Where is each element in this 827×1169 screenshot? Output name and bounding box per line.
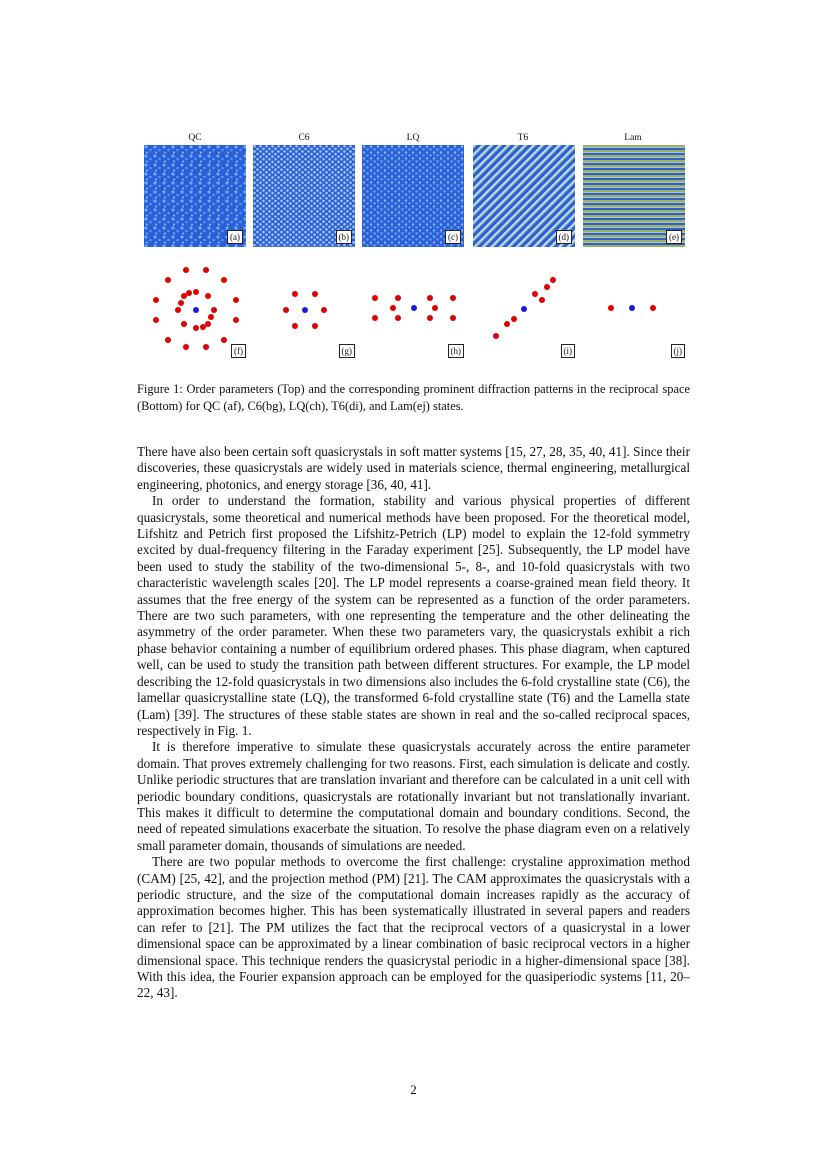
spot — [211, 307, 217, 313]
panel-label-c: (c) — [445, 230, 461, 244]
panel-label-h: (h) — [448, 344, 465, 358]
spot — [292, 323, 298, 329]
paragraph-1: There have also been certain soft quasicrystals in soft matter systems [15, 27, 28, 35, 40, 41]. Since their discoveries, these quasicrystals are widely used in materials science, thermal engineering, metallurgical engineering, photonics, and energy storage [36, 40, 41]. — [137, 444, 690, 492]
spot — [395, 295, 401, 301]
spot — [153, 317, 159, 323]
spot — [208, 314, 214, 320]
order-parameter-qc — [144, 145, 246, 247]
diffraction-lq — [362, 263, 466, 358]
page-number: 2 — [410, 1082, 417, 1097]
spot — [283, 307, 289, 313]
panel-title-qc: QC — [188, 133, 202, 143]
diffraction-t6 — [473, 263, 577, 358]
spot — [312, 323, 318, 329]
center-spot — [521, 306, 527, 312]
spot — [372, 295, 378, 301]
panel-label-e: (e) — [666, 230, 682, 244]
spot — [205, 293, 211, 299]
diffraction-lam — [583, 263, 687, 358]
panel-title-t6: T6 — [517, 133, 529, 143]
spot — [186, 290, 192, 296]
paragraph-3: It is therefore imperative to simulate these quasicrystals accurately across the entire parameter domain. That proves extremely challenging for two reasons. First, each simulation is delicate and costly. Unlike periodic structures that are translation invariant and therefore can be calculated in a unit cell with periodic boundary conditions, quasicrystals are rotationally invariant but not translationally invariant. This makes it difficult to determine the computational domain and boundary conditions. Second, the need of repeated simulations exacerbate the situation. To resolve the phase diagram even on a relatively small parameter domain, thousands of simulations are needed. — [137, 739, 690, 853]
spot — [539, 297, 545, 303]
center-spot — [302, 307, 308, 313]
spot — [233, 297, 239, 303]
order-parameter-lam — [583, 145, 685, 247]
spot — [450, 315, 456, 321]
spot — [372, 315, 378, 321]
spot — [221, 277, 227, 283]
panel-label-j: (j) — [671, 344, 686, 358]
paragraph-4: There are two popular methods to overcome the first challenge: crystaline approximation method (CAM) [25, 42], and the projection method (PM) [21]. The CAM approximates the quasicrystals with a periodic structure, and the size of the computational domain increases rapidly as the accuracy of approximation becomes higher. This has been systematically illustrated in several papers and readers can refer to [21]. The PM utilizes the fact that the reciprocal vectors of a quasicrystal in a lower dimensional space can be approximated by a linear combination of basic reciprocal vectors in a higher dimensional space. This technique renders the quasicrystal periodic in a higher-dimensional space [38]. With this idea, the Fourier expansion approach can be employed for the quasiperiodic systems [11, 20–22, 43]. — [137, 854, 690, 1001]
spot — [178, 300, 184, 306]
spot — [450, 295, 456, 301]
spot — [175, 307, 181, 313]
spot — [504, 321, 510, 327]
spot — [193, 325, 199, 331]
spot — [312, 291, 318, 297]
spot — [203, 267, 209, 273]
panel-title-c6: C6 — [298, 133, 310, 143]
panel-label-i: (i) — [561, 344, 576, 358]
spot — [153, 297, 159, 303]
paragraph-2: In order to understand the formation, stability and various physical properties of different quasicrystals, some theoretical and numerical methods have been proposed. For the theoretical model, Lifshitz and Petrich first proposed the Lifshitz-Petrich (LP) model to explain the 12-fold symmetry excited by dual-frequency filtering in the Faraday experiment [25]. Subsequently, the LP model have been used to study the stability of the two-dimensional 5-, 8-, and 10-fold quasicrystals with two characteristic wavelength scales [20]. The LP model represents a coarse-grained mean field theory. It assumes that the free energy of the system can be represented as a function of the order parameters. There are two such parameters, with one representing the temperature and the other delineating the asymmetry of the order parameter. When these two parameters vary, the quasicrystals exhibit a rich phase behavior containing a number of equilibrium ordered phases. This phase diagram, when captured well, can be used to study the transition path between different structures. For example, the LP model describing the 12-fold quasicrystals in two dimensions also includes the 6-fold crystalline state (C6), the lamellar quasicrystalline state (LQ), the transformed 6-fold crystalline state (T6) and the Lamella state (Lam) [39]. The structures of these stable states are shown in real and the so-called reciprocal spaces, respectively in Fig. 1. — [137, 493, 690, 738]
spot — [608, 305, 614, 311]
spot — [183, 344, 189, 350]
center-spot — [411, 305, 417, 311]
spot — [544, 284, 550, 290]
diffraction-qc — [144, 263, 248, 358]
spot — [203, 344, 209, 350]
spot — [200, 324, 206, 330]
spot — [511, 316, 517, 322]
spot — [432, 305, 438, 311]
spot — [427, 315, 433, 321]
panel-label-g: (g) — [339, 344, 356, 358]
diffraction-c6 — [253, 263, 357, 358]
spot — [221, 337, 227, 343]
spot — [183, 267, 189, 273]
spot — [532, 291, 538, 297]
spot — [181, 293, 187, 299]
spot — [165, 277, 171, 283]
spot — [650, 305, 656, 311]
panel-label-b: (b) — [336, 230, 353, 244]
panel-label-a: (a) — [227, 230, 243, 244]
panel-label-d: (d) — [556, 230, 573, 244]
panel-title-lam: Lam — [624, 133, 642, 143]
panel-title-lq: LQ — [406, 133, 420, 143]
body-text — [137, 444, 690, 1002]
spot — [205, 321, 211, 327]
order-parameter-t6 — [473, 145, 575, 247]
panel-label-f: (f) — [231, 344, 246, 358]
order-parameter-lq — [362, 145, 464, 247]
spot — [233, 317, 239, 323]
spot — [193, 289, 199, 295]
spot — [493, 333, 499, 339]
center-spot — [193, 307, 199, 313]
spot — [181, 321, 187, 327]
spot — [292, 291, 298, 297]
spot — [165, 337, 171, 343]
spot — [550, 277, 556, 283]
spot — [321, 307, 327, 313]
spot — [390, 305, 396, 311]
center-spot — [629, 305, 635, 311]
figure-caption: Figure 1: Order parameters (Top) and the corresponding prominent diffraction patterns in the reciprocal space (Bottom) for QC (af), C6(bg), LQ(ch), T6(di), and Lam(ej) states. — [137, 382, 690, 413]
spot — [395, 315, 401, 321]
spot — [427, 295, 433, 301]
order-parameter-c6 — [253, 145, 355, 247]
